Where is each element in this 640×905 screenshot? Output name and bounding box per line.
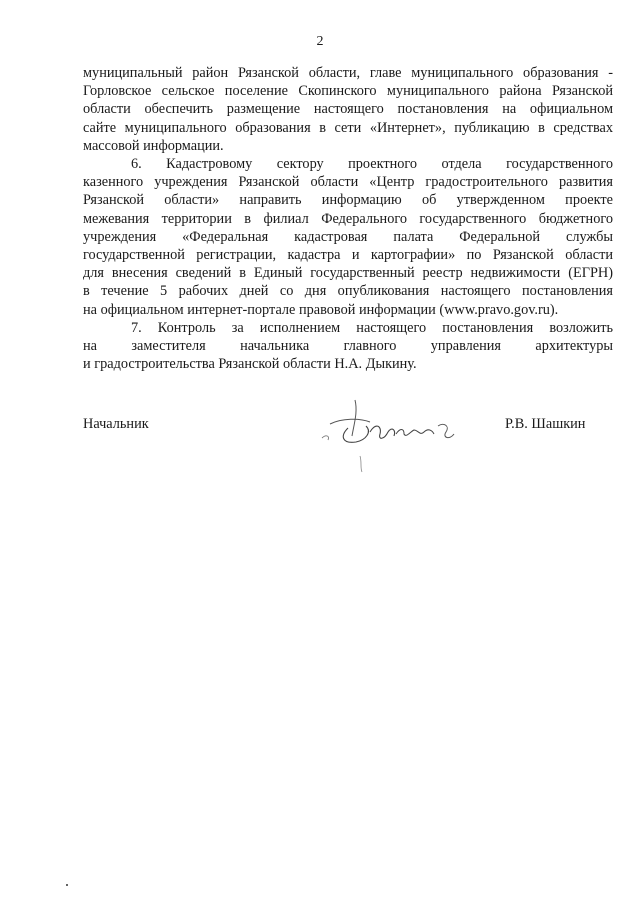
text-line: государственной регистрации, кадастра и картографии» по Рязанской области	[83, 247, 613, 264]
text-line: 7. Контроль за исполнением настоящего постановления возложить	[131, 319, 613, 336]
text-line: сайте муниципального образования в сети «Интернет», публикацию в средствах	[83, 119, 613, 136]
text-line: учреждения «Федеральная кадастровая палата Федеральной службы	[83, 228, 613, 245]
text-line: и градостроительства Рязанской области Н.А. Дыкину.	[83, 356, 417, 373]
text-line: на заместителя начальника главного управления архитектуры	[83, 338, 613, 355]
signatory-title: Начальник	[83, 416, 149, 432]
text-line: казенного учреждения Рязанской области «Центр градостроительного развития	[83, 174, 613, 191]
paragraph-6	[83, 155, 613, 319]
scan-speck	[66, 884, 68, 886]
text-line: муниципальный район Рязанской области, главе муниципального образования -	[83, 65, 613, 81]
text-line: на официальном интернет-портале правовой информации (www.pravo.gov.ru).	[83, 301, 559, 318]
handwritten-signature	[300, 392, 470, 482]
signatory-name: Р.В. Шашкин	[505, 416, 586, 432]
text-line: 6. Кадастровому сектору проектного отдела государственного	[131, 156, 613, 173]
text-line: для внесения сведений в Единый государственный реестр недвижимости (ЕГРН)	[83, 265, 613, 282]
text-line: в течение 5 рабочих дней со дня опубликования настоящего постановления	[83, 283, 613, 300]
text-line: массовой информации.	[83, 137, 224, 154]
text-line: области обеспечить размещение настоящего постановления на официальном	[83, 101, 613, 118]
page-number: 2	[316, 34, 324, 49]
paragraph-intro	[83, 64, 613, 155]
text-line: межевания территории в филиал Федерального государственного бюджетного	[83, 210, 613, 227]
text-line: Рязанской области» направить информацию об утвержденном проекте	[83, 192, 613, 209]
text-line: Горловское сельское поселение Скопинского муниципального района Рязанской	[83, 83, 613, 100]
document-body	[83, 64, 613, 373]
paragraph-7	[83, 319, 613, 374]
